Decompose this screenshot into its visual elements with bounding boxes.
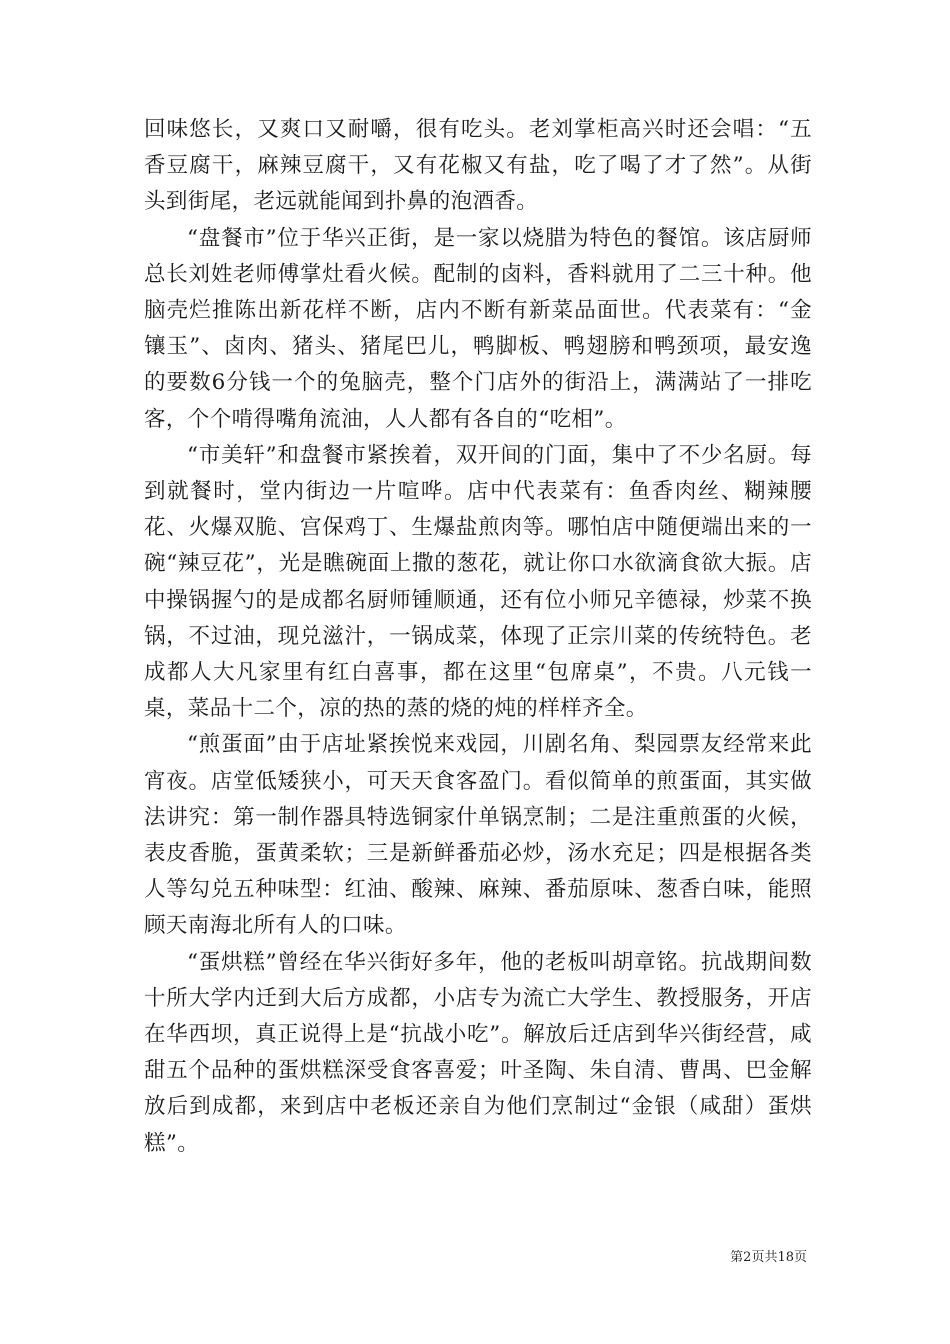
- paragraph-2: “盘餐市”位于华兴正街，是一家以烧腊为特色的餐馆。该店厨师总长刘姓老师傅掌灶看火候。配制的卤料，香料就用了二三十种。他脑壳烂推陈出新花样不断，店内不断有新菜品面世。代表菜有：“金镶玉”、卤肉、猪头、猪尾巴儿，鸭脚板、鸭翅膀和鸭颈项，最安逸的要数6分钱一个的兔脑壳，整个门店外的街沿上，满满站了一排吃客，个个啃得嘴角流油，人人都有各自的“吃相”。: [144, 225, 812, 432]
- paragraph-1: 回味悠长，又爽口又耐嚼，很有吃头。老刘掌柜高兴时还会唱：“五香豆腐干，麻辣豆腐干，又有花椒又有盐，吃了喝了才了然”。从街头到街尾，老远就能闻到扑鼻的泡酒香。: [144, 117, 812, 215]
- paragraph-5: “蛋烘糕”曾经在华兴街好多年，他的老板叫胡章铭。抗战期间数十所大学内迁到大后方成都，小店专为流亡大学生、教授服务，开店在华西坝，真正说得上是“抗战小吃”。解放后迁店到华兴街经营，咸甜五个品种的蛋烘糕深受食客喜爱；叶圣陶、朱自清、曹禺、巴金解放后到成都，来到店中老板还亲自为他们烹制过“金银（咸甜）蛋烘糕”。: [144, 949, 812, 1156]
- paragraph-3: “市美轩”和盘餐市紧挨着，双开间的门面，集中了不少名厨。每到就餐时，堂内街边一片喧哗。店中代表菜有：鱼香肉丝、糊辣腰花、火爆双脆、宫保鸡丁、生爆盐煎肉等。哪怕店中随便端出来的一碗“辣豆花”，光是瞧碗面上撒的葱花，就让你口水欲滴食欲大振。店中操锅握勺的是成都名厨师锺顺通，还有位小师兄辛德禄，炒菜不换锅，不过油，现兑滋汁，一锅成菜，体现了正宗川菜的传统特色。老成都人大凡家里有红白喜事，都在这里“包席桌”，不贵。八元钱一桌，菜品十二个，凉的热的蒸的烧的炖的样样齐全。: [144, 442, 812, 722]
- page-number-footer: 第2页共18页: [730, 1250, 807, 1265]
- page-body: [144, 112, 812, 1162]
- paragraph-4: “煎蛋面”由于店址紧挨悦来戏园，川剧名角、梨园票友经常来此宵夜。店堂低矮狭小，可天天食客盈门。看似简单的煎蛋面，其实做法讲究：第一制作器具特选铜家什单锅烹制；二是注重煎蛋的火候，表皮香脆，蛋黄柔软；三是新鲜番茄必炒，汤水充足；四是根据各类人等勾兑五种味型：红油、酸辣、麻辣、番茄原味、葱香白味，能照顾天南海北所有人的口味。: [144, 732, 812, 939]
